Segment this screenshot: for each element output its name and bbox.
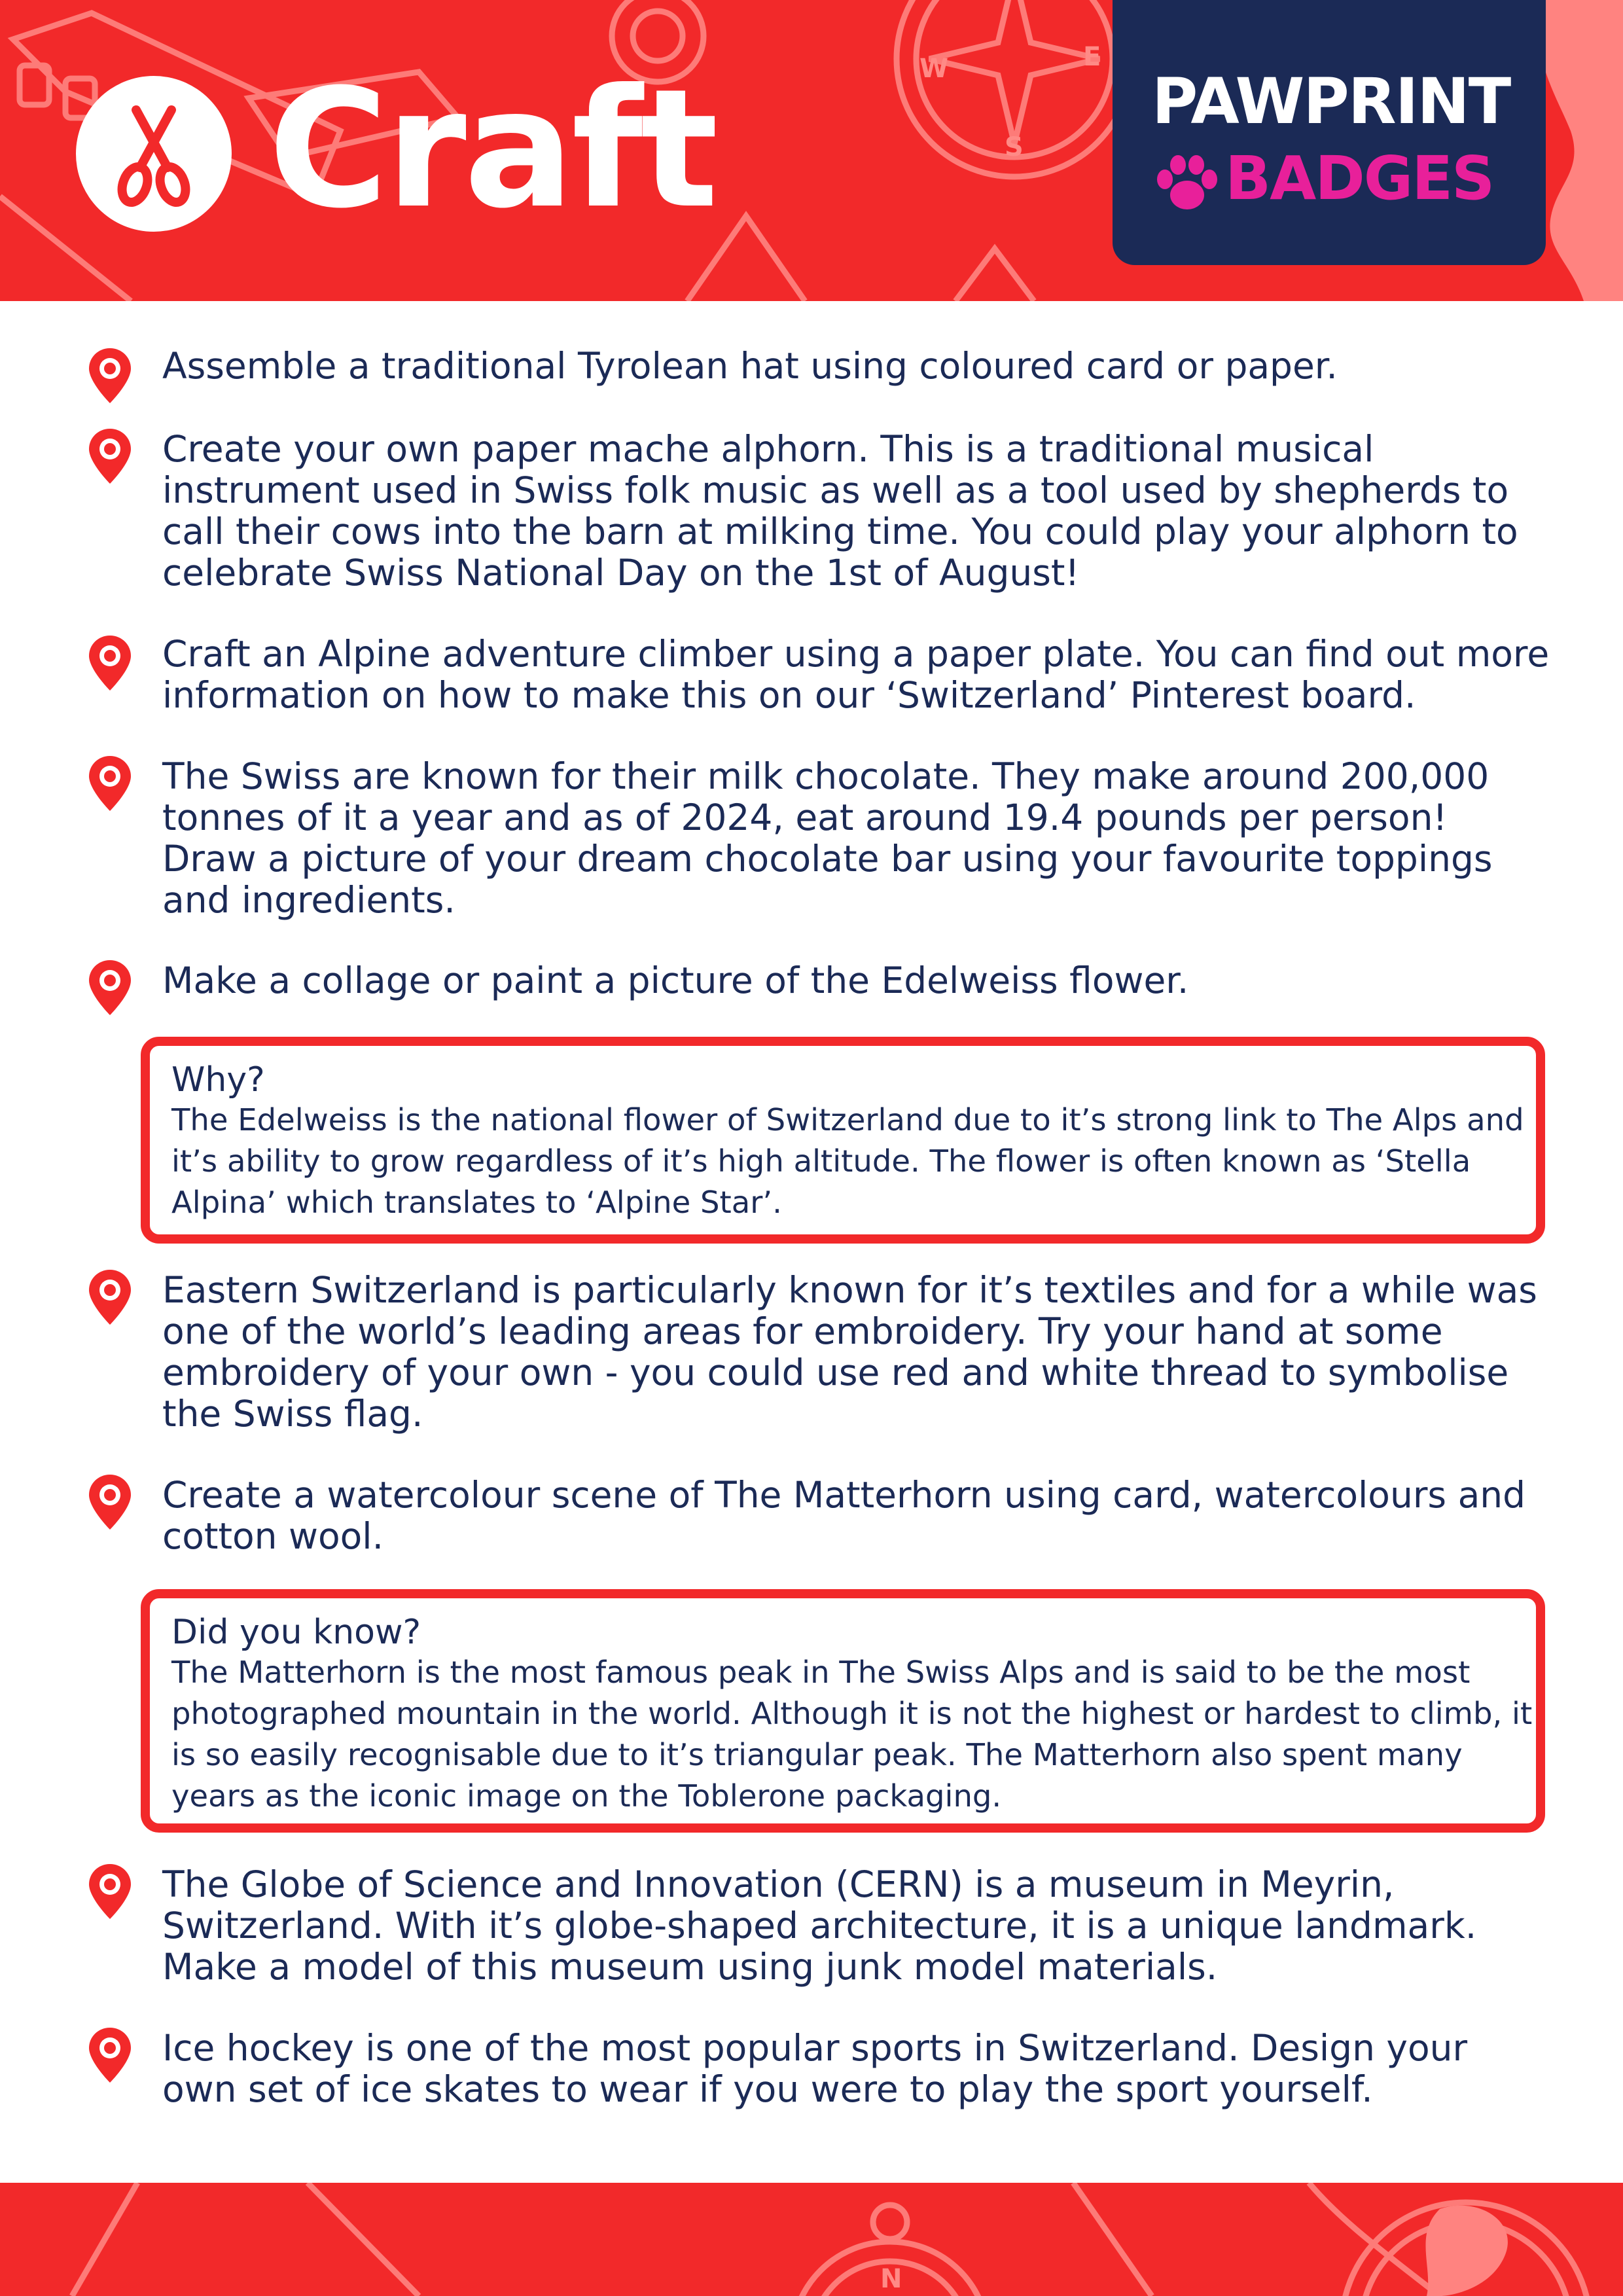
info-box-text: The Matterhorn is the most famous peak in The Swiss Alps and is said to be the most photographed mountain in the world. Although it is not the highest or hardest to climb, it is so easily recognisable due to it’s triangular peak. The Matterhorn also spent many years as the iconic image on the Toblerone packaging. xyxy=(171,1655,1533,1814)
map-pin-icon xyxy=(89,636,131,691)
map-pin-icon xyxy=(89,1475,131,1530)
info-box-did-you-know xyxy=(141,1589,1545,1833)
footer-pattern xyxy=(0,2183,1623,2296)
list-item-text: Create a watercolour scene of The Matterhorn using card, watercolours and cotton wool. xyxy=(162,1474,1526,1557)
svg-text:S: S xyxy=(1005,132,1024,162)
info-box-title: Did you know? xyxy=(171,1613,421,1652)
map-pin-icon xyxy=(89,1864,131,1919)
list-item-text: The Globe of Science and Innovation (CERN) is a museum in Meyrin, Switzerland. With it’s globe-shaped architecture, it is a unique landmark. Make a model of this museum using junk model materials. xyxy=(162,1863,1477,1988)
logo-line-2: BADGES xyxy=(1225,143,1494,213)
list-item-text: Ice hockey is one of the most popular sports in Switzerland. Design your own set of ice skates to wear if you were to play the sport yourself. xyxy=(162,2027,1468,2110)
footer-banner xyxy=(0,2183,1623,2296)
header-banner xyxy=(0,0,1623,301)
svg-text:N: N xyxy=(880,2264,902,2294)
map-pin-icon xyxy=(89,1270,131,1325)
scissors-icon xyxy=(76,76,232,232)
brand-logo xyxy=(1113,0,1546,265)
list-item-text: Assemble a traditional Tyrolean hat using coloured card or paper. xyxy=(162,345,1338,387)
svg-text:W: W xyxy=(919,54,949,84)
svg-text:E: E xyxy=(1083,42,1101,72)
scissors-badge xyxy=(76,76,232,232)
list-item-text: Create your own paper mache alphorn. This is a traditional musical instrument used in Swiss folk music as well as a tool used by shepherds to call their cows into the barn at milking time. You could play your alphorn to celebrate Swiss National Day on the 1st of August! xyxy=(162,428,1518,594)
list-item-text: Make a collage or paint a picture of the Edelweiss flower. xyxy=(162,960,1189,1001)
map-pin-icon xyxy=(89,960,131,1015)
logo-line-1: PAWPRINT xyxy=(1152,65,1510,138)
list-item-text: Eastern Switzerland is particularly known for it’s textiles and for a while was one of the world’s leading areas for embroidery. Try your hand at some embroidery of your own - you could use red and white thread to symbolise the Swiss flag. xyxy=(162,1269,1537,1435)
info-box-why xyxy=(141,1037,1545,1244)
info-box-title: Why? xyxy=(171,1060,265,1100)
info-box-text: The Edelweiss is the national flower of Switzerland due to it’s strong link to The Alps and it’s ability to grow regardless of it’s high altitude. The flower is often known as ‘Stella Alpina’ which translates to ‘Alpine Star’. xyxy=(171,1102,1524,1220)
map-pin-icon xyxy=(89,348,131,403)
map-pin-icon xyxy=(89,429,131,484)
paw-icon xyxy=(1154,154,1220,213)
list-item-text: The Swiss are known for their milk chocolate. They make around 200,000 tonnes of it a year and as of 2024, eat around 19.4 pounds per person! Draw a picture of your dream chocolate bar using your favourite toppings and ingredients. xyxy=(162,755,1493,921)
list-item-text: Craft an Alpine adventure climber using a paper plate. You can find out more information on how to make this on our ‘Switzerland’ Pinterest board. xyxy=(162,633,1550,716)
page-title: Craft xyxy=(268,54,716,244)
map-pin-icon xyxy=(89,2028,131,2083)
map-pin-icon xyxy=(89,756,131,811)
